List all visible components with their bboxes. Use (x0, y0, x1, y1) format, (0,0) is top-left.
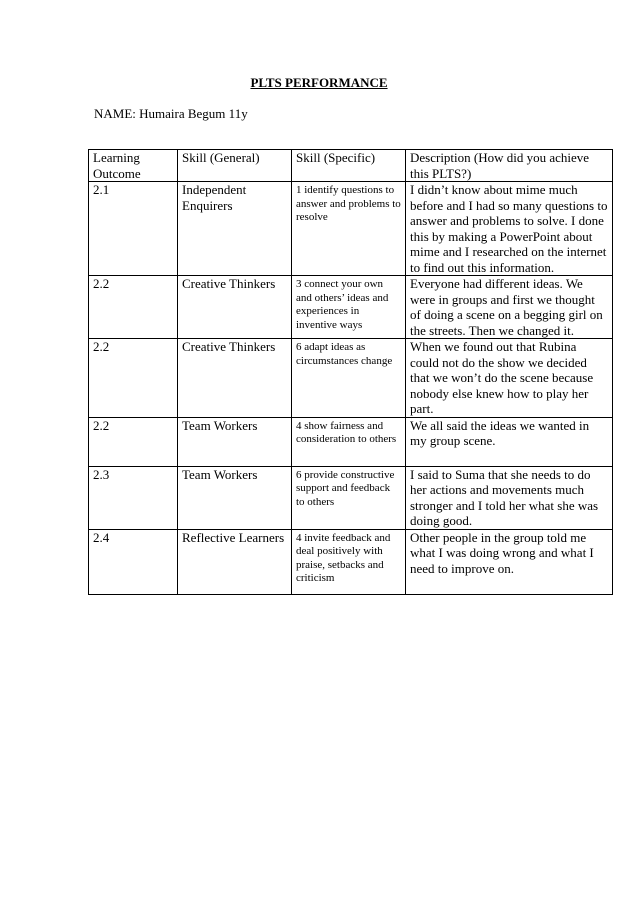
plts-table (88, 149, 613, 595)
cell-skill-general: Independent Enquirers (178, 182, 292, 276)
cell-outcome: 2.3 (89, 466, 178, 529)
cell-outcome: 2.4 (89, 529, 178, 594)
header-skill-general: Skill (General) (178, 150, 292, 182)
cell-skill-specific: 3 connect your own and others’ ideas and experiences in inventive ways (292, 276, 406, 339)
cell-description: We all said the ideas we wanted in my group scene. (406, 417, 613, 466)
cell-skill-specific: 4 invite feedback and deal positively with praise, setbacks and criticism (292, 529, 406, 594)
cell-skill-specific: 6 provide constructive support and feedback to others (292, 466, 406, 529)
cell-skill-general: Team Workers (178, 466, 292, 529)
cell-skill-specific: 1 identify questions to answer and problems to resolve (292, 182, 406, 276)
cell-description: When we found out that Rubina could not do the show we decided that we won’t do the scene because nobody else knew how to play her part. (406, 339, 613, 418)
cell-outcome: 2.1 (89, 182, 178, 276)
table-row (89, 339, 613, 418)
table-row (89, 276, 613, 339)
student-name: NAME: Humaira Begum 11y (94, 106, 248, 121)
table-row (89, 182, 613, 276)
table-row (89, 417, 613, 466)
cell-skill-general: Team Workers (178, 417, 292, 466)
cell-description: I said to Suma that she needs to do her actions and movements much stronger and I told her what she was doing good. (406, 466, 613, 529)
cell-skill-general: Reflective Learners (178, 529, 292, 594)
table-header-row (89, 150, 613, 182)
cell-description: Other people in the group told me what I was doing wrong and what I need to improve on. (406, 529, 613, 594)
header-description: Description (How did you achieve this PLTS?) (406, 150, 613, 182)
cell-outcome: 2.2 (89, 417, 178, 466)
header-skill-specific: Skill (Specific) (292, 150, 406, 182)
cell-outcome: 2.2 (89, 276, 178, 339)
cell-description: Everyone had different ideas. We were in groups and first we thought of doing a scene on a begging girl on the streets. Then we changed it. (406, 276, 613, 339)
cell-outcome: 2.2 (89, 339, 178, 418)
table-row (89, 529, 613, 594)
cell-skill-specific: 4 show fairness and consideration to others (292, 417, 406, 466)
cell-skill-specific: 6 adapt ideas as circumstances change (292, 339, 406, 418)
cell-skill-general: Creative Thinkers (178, 276, 292, 339)
cell-skill-general: Creative Thinkers (178, 339, 292, 418)
document-title: PLTS PERFORMANCE (250, 75, 388, 90)
header-learning-outcome: Learning Outcome (89, 150, 178, 182)
cell-description: I didn’t know about mime much before and I had so many questions to answer and problems to solve. I done this by making a PowerPoint about mime and I researched on the internet to find out this information. (406, 182, 613, 276)
table-row (89, 466, 613, 529)
